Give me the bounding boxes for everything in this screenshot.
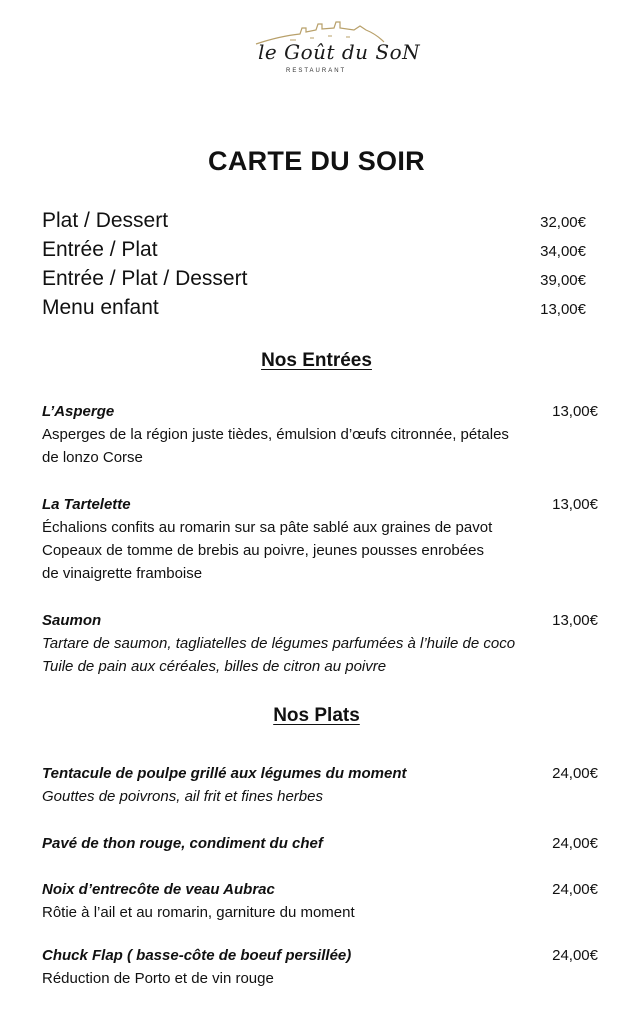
dish-price: 24,00€: [552, 765, 598, 782]
dish-item: [42, 493, 598, 585]
dish-description: de lonzo Corse: [42, 449, 143, 466]
restaurant-logo: [250, 18, 421, 78]
section-title-entrees: Nos Entrées: [261, 350, 372, 371]
dish-item: [42, 832, 598, 855]
dish-price: 13,00€: [552, 496, 598, 513]
section-title-plats: Nos Plats: [273, 705, 360, 726]
dish-name: Chuck Flap ( basse-côte de boeuf persillée): [42, 947, 352, 964]
dish-name: Tentacule de poulpe grillé aux légumes du moment: [42, 765, 407, 782]
formula-price: 32,00€: [540, 214, 586, 231]
dish-name: La Tartelette: [42, 496, 131, 513]
dish-description: Échalions confits au romarin sur sa pâte sablé aux graines de pavot: [42, 519, 493, 536]
dish-description: Réduction de Porto et de vin rouge: [42, 970, 274, 987]
formula-name: Menu enfant: [42, 296, 159, 319]
formula-name: Entrée / Plat / Dessert: [42, 267, 248, 290]
dish-price: 13,00€: [552, 403, 598, 420]
formula-row: [42, 296, 586, 325]
dish-item: [42, 609, 598, 678]
dish-price: 13,00€: [552, 612, 598, 629]
dish-name: Saumon: [42, 612, 102, 629]
dish-description: Tuile de pain aux céréales, billes de citron au poivre: [42, 658, 387, 675]
dish-price: 24,00€: [552, 835, 598, 852]
formula-name: Entrée / Plat: [42, 238, 158, 261]
dish-description: Copeaux de tomme de brebis au poivre, jeunes pousses enrobées: [42, 542, 484, 559]
dish-description: Tartare de saumon, tagliatelles de légumes parfumées à l’huile de coco: [42, 635, 516, 652]
dish-price: 24,00€: [552, 947, 598, 964]
dish-name: L’Asperge: [42, 403, 115, 420]
formula-row: [42, 209, 586, 238]
formula-price: 34,00€: [540, 243, 586, 260]
formula-row: [42, 238, 586, 267]
dish-description: de vinaigrette framboise: [42, 565, 203, 582]
dish-name: Pavé de thon rouge, condiment du chef: [42, 835, 323, 852]
page-title: CARTE DU SOIR: [208, 146, 425, 176]
dish-item: [42, 944, 598, 990]
formula-row: [42, 267, 586, 296]
formula-price: 39,00€: [540, 272, 586, 289]
dish-price: 24,00€: [552, 881, 598, 898]
dish-item: [42, 878, 598, 924]
logo-wordmark: le Goût du SoN: [258, 40, 421, 64]
dish-item: [42, 762, 598, 808]
dish-item: [42, 400, 598, 469]
formula-price: 13,00€: [540, 301, 586, 318]
dish-name: Noix d’entrecôte de veau Aubrac: [42, 881, 275, 898]
logo-subtitle: RESTAURANT: [286, 68, 347, 74]
dish-description: Rôtie à l’ail et au romarin, garniture du moment: [42, 904, 355, 921]
dish-description: Asperges de la région juste tièdes, émulsion d’œufs citronnée, pétales: [42, 426, 509, 443]
formula-name: Plat / Dessert: [42, 209, 169, 232]
dish-description: Gouttes de poivrons, ail frit et fines herbes: [42, 788, 323, 805]
